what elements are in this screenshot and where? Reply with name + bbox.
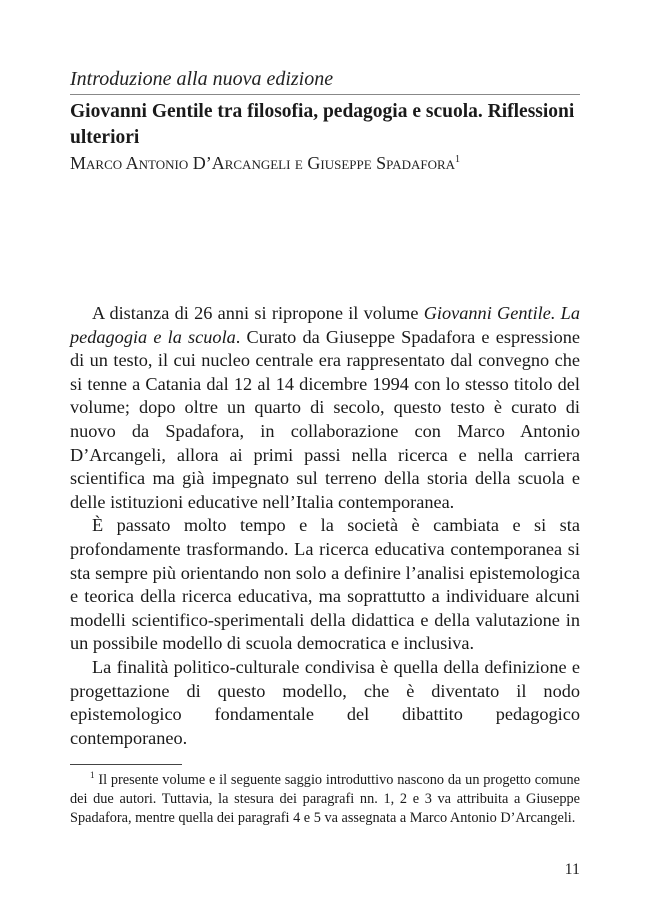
paragraph: È passato molto tempo e la società è cambiata e si sta profondamente trasformando. La ricerca educativa contemporanea si sta sempre più orientando non solo a definire l’analisi epistemologica e teorica della ricerca educativa, ma soprattutto a individuare alcuni modelli scientifico-sperimentali della didattica e della valutazione in un possibile modello di scuola democratica e inclusiva. bbox=[70, 515, 580, 654]
book-title-italic: Giovanni Gentile. La pedagogia e la scuola bbox=[70, 303, 580, 347]
footnote bbox=[70, 771, 580, 828]
footnote-reference: 1 bbox=[455, 154, 461, 165]
body-text bbox=[70, 302, 580, 750]
footnote-rule bbox=[70, 764, 182, 765]
chapter-title: Giovanni Gentile tra filosofia, pedagogia e scuola. Riflessioni ulteriori bbox=[70, 101, 575, 148]
book-page bbox=[70, 0, 580, 917]
authors-line bbox=[70, 152, 460, 174]
page-number: 11 bbox=[564, 861, 580, 878]
footnote-marker: 1 bbox=[90, 770, 95, 781]
footnote-text: Il presente volume e il seguente saggio introduttivo nascono da un progetto comune dei due autori. Tuttavia, la stesura dei paragrafi nn. 1, 2 e 3 va attribuita a Giuseppe Spadafora, mentre quella dei paragrafi 4 e 5 va assegnata a Marco Antonio D’Arcangeli. bbox=[70, 772, 580, 826]
paragraph-text: . Curato da Giuseppe Spadafora e espressione di un testo, il cui nucleo centrale era rappresentato dal convegno che si tenne a Catania dal 12 al 14 dicembre 1994 con lo stesso titolo del volume; dopo oltre un quarto di secolo, questo testo è curato di nuovo da Spadafora, in collaborazione con Marco Antonio D’Arcangeli, allora ai primi passi nella ricerca e nella carriera scientifica ma già impegnato sul terreno della storia della scuola e delle istituzioni educative nell’Italia contemporanea. bbox=[70, 326, 581, 512]
section-label: Introduzione alla nuova edizione bbox=[70, 68, 334, 90]
paragraph bbox=[70, 302, 580, 514]
footnote-paragraph bbox=[70, 771, 580, 828]
paragraph: La finalità politico-culturale condivisa è quella della definizione e progettazione di questo modello, che è diventato il nodo epistemologico fondamentale del dibattito pedagogico contemporaneo. bbox=[70, 656, 580, 748]
paragraph-text: A distanza di 26 anni si ripropone il volume bbox=[92, 303, 424, 323]
header-rule bbox=[70, 94, 580, 95]
authors-names: Marco Antonio D’Arcangeli e Giuseppe Spadafora bbox=[70, 153, 456, 173]
